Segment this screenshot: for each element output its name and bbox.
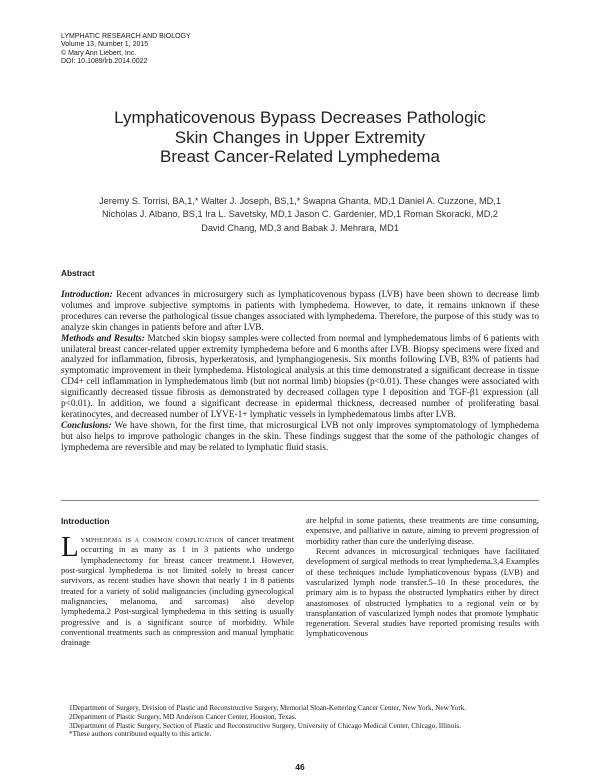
abstract-heading: Abstract: [61, 268, 95, 278]
body-column-left: [61, 531, 294, 648]
title-line-2: Skin Changes in Upper Extremity: [174, 127, 426, 147]
footnotes: [61, 704, 539, 739]
journal-volume: Volume 13, Number 1, 2015: [61, 41, 149, 49]
body-column-right: [306, 515, 539, 639]
journal-name: LYMPHATIC RESEARCH AND BIOLOGY: [61, 33, 191, 40]
abstract-conclusions-text: We have shown, for the first time, that microsurgical LVB not only improves symptomatology of lymphedema but also helps to improve pathologic changes in the skin. These findings suggest that the some of the pathologic changes of lymphedema are reversible and may be related to lymphatic fluid stasis.: [61, 420, 539, 453]
article-title: [40, 108, 560, 167]
intro-right-paragraph-2: Recent advances in microsurgical techniques have facilitated development of surgical methods to treat lymphedema.3,4 Examples of these techniques include lymphaticovenous bypass (LVB) and vascularized lymph node transfer.5–10 In these procedures, the primary aim is to bypass the obstructed lymphatics either by direct anastomoses of obstructed lymphatics to a regional vein or by transplantation of vascularized lymph nodes that promote lymphatic regeneration. Several studies have reported promising results with lymphaticovenous: [306, 545, 539, 639]
abstract-intro-text: Recent advances in microsurgery such as lymphaticovenous bypass (LVB) have been shown to decrease limb volumes and improve subjective symptoms in patients with lymphedema. However, to date, it remains unknown if these procedures can reverse the pathological tissue changes associated with lymphedema. Therefore, the purpose of this study was to analyze skin changes in patients before and after LVB.: [61, 290, 539, 333]
footnote-1: 1Department of Surgery, Division of Plastic and Reconstructive Surgery, Memorial Sloan-Kettering Cancer Center, New York, New York.: [69, 704, 467, 712]
drop-cap: L: [61, 531, 79, 563]
abstract-body: [61, 290, 539, 454]
intro-right-paragraph-1: are helpful in some patients, these treatments are time consuming, expensive, and palliative in nature, aiming to prevent progression of morbidity rather than cure the underlying disease.: [306, 515, 539, 546]
title-line-3: Breast Cancer-Related Lymphedema: [159, 147, 440, 166]
journal-copyright: © Mary Ann Liebert, Inc.: [61, 49, 137, 57]
abstract-conclusions-label: Conclusions:: [61, 420, 112, 431]
intro-paragraph-1: [61, 531, 294, 648]
footnote-3: 3Department of Plastic Surgery, Section of Plastic and Reconstructive Surgery, University of Chicago Medical Center, Chicago, Illinois.: [69, 721, 461, 730]
section-divider: [61, 500, 539, 501]
abstract-methods-text: Matched skin biopsy samples were collected from normal and lymphedematous limbs of 6 patients with unilateral breast cancer-related upper extremity lymphedema before and 6 months after LVB. Biopsy specimens were fixed and analyzed for inflammation, fibrosis, hyperkeratosis, and lymphangiogenesis. Six months following LVB, 83% of patients had symptomatic improvement in their lymphedema. Histological analysis at this time demonstrated a significant decrease in tissue CD4+ cell inflammation in lymphedematous limb (but not normal limb) biopsies (p<0.01). These changes were associated with significantly decreased tissue fibrosis as demonstrated by decreased collagen type I deposition and TGF-β1 expression (all p<0.01). In addition, we found a significant decrease in epidermal thickness, decreased number of proliferating basal keratinocytes, and decreased number of LYVE-1+ lymphatic vessels in lymphedematous limbs after LVB.: [61, 333, 539, 420]
page-number: 46: [295, 762, 305, 772]
author-list: [70, 195, 530, 235]
abstract-conclusions: [61, 421, 539, 454]
introduction-heading: Introduction: [61, 516, 110, 526]
title-line-1: Lymphaticovenous Bypass Decreases Pathologic: [114, 108, 486, 127]
footnote-4: *These authors contributed equally to this article.: [69, 730, 212, 739]
authors-line-1: Jeremy S. Torrisi, BA,1,* Walter J. Joseph, BS,1,* Swapna Ghanta, MD,1 Daniel A. Cuzzone, MD,1: [99, 196, 501, 206]
journal-header: [61, 33, 191, 67]
abstract-methods: [61, 334, 539, 421]
abstract-introduction: [61, 290, 539, 334]
intro-smallcaps: ymphedema is a common complication: [80, 534, 224, 544]
authors-line-3: David Chang, MD,3 and Babak J. Mehrara, MD1: [201, 222, 399, 233]
intro-left-text: of cancer treatment occurring in as many as 1 in 3 patients who undergo lymphadenectomy for breast cancer treatment.1 However, post-surgical lymphedema is not limited solely to breast cancer survivors, as recent studies have shown that nearly 1 in 8 patients treated for a variety of solid malignancies (including gynecological malignancies, melanoma, and sarcomas) also develop lymphedema.2 Post-surgical lymphedema in this setting is usually progressive and is a significant source of morbidity. While conventional treatments such as compression and manual lymphatic drainage: [61, 534, 294, 648]
journal-doi: DOI: 10.1089/lrb.2014.0022: [61, 58, 148, 66]
abstract-intro-label: Introduction:: [61, 290, 113, 300]
footnote-2: 2Department of Plastic Surgery, MD Anderson Cancer Center, Houston, Texas.: [69, 712, 297, 721]
abstract-methods-label: Methods and Results:: [61, 333, 145, 344]
authors-line-2: Nicholas J. Albano, BS,1 Ira L. Savetsky, MD,1 Jason C. Gardenier, MD,1 Roman Skoracki, MD,2: [101, 209, 499, 220]
